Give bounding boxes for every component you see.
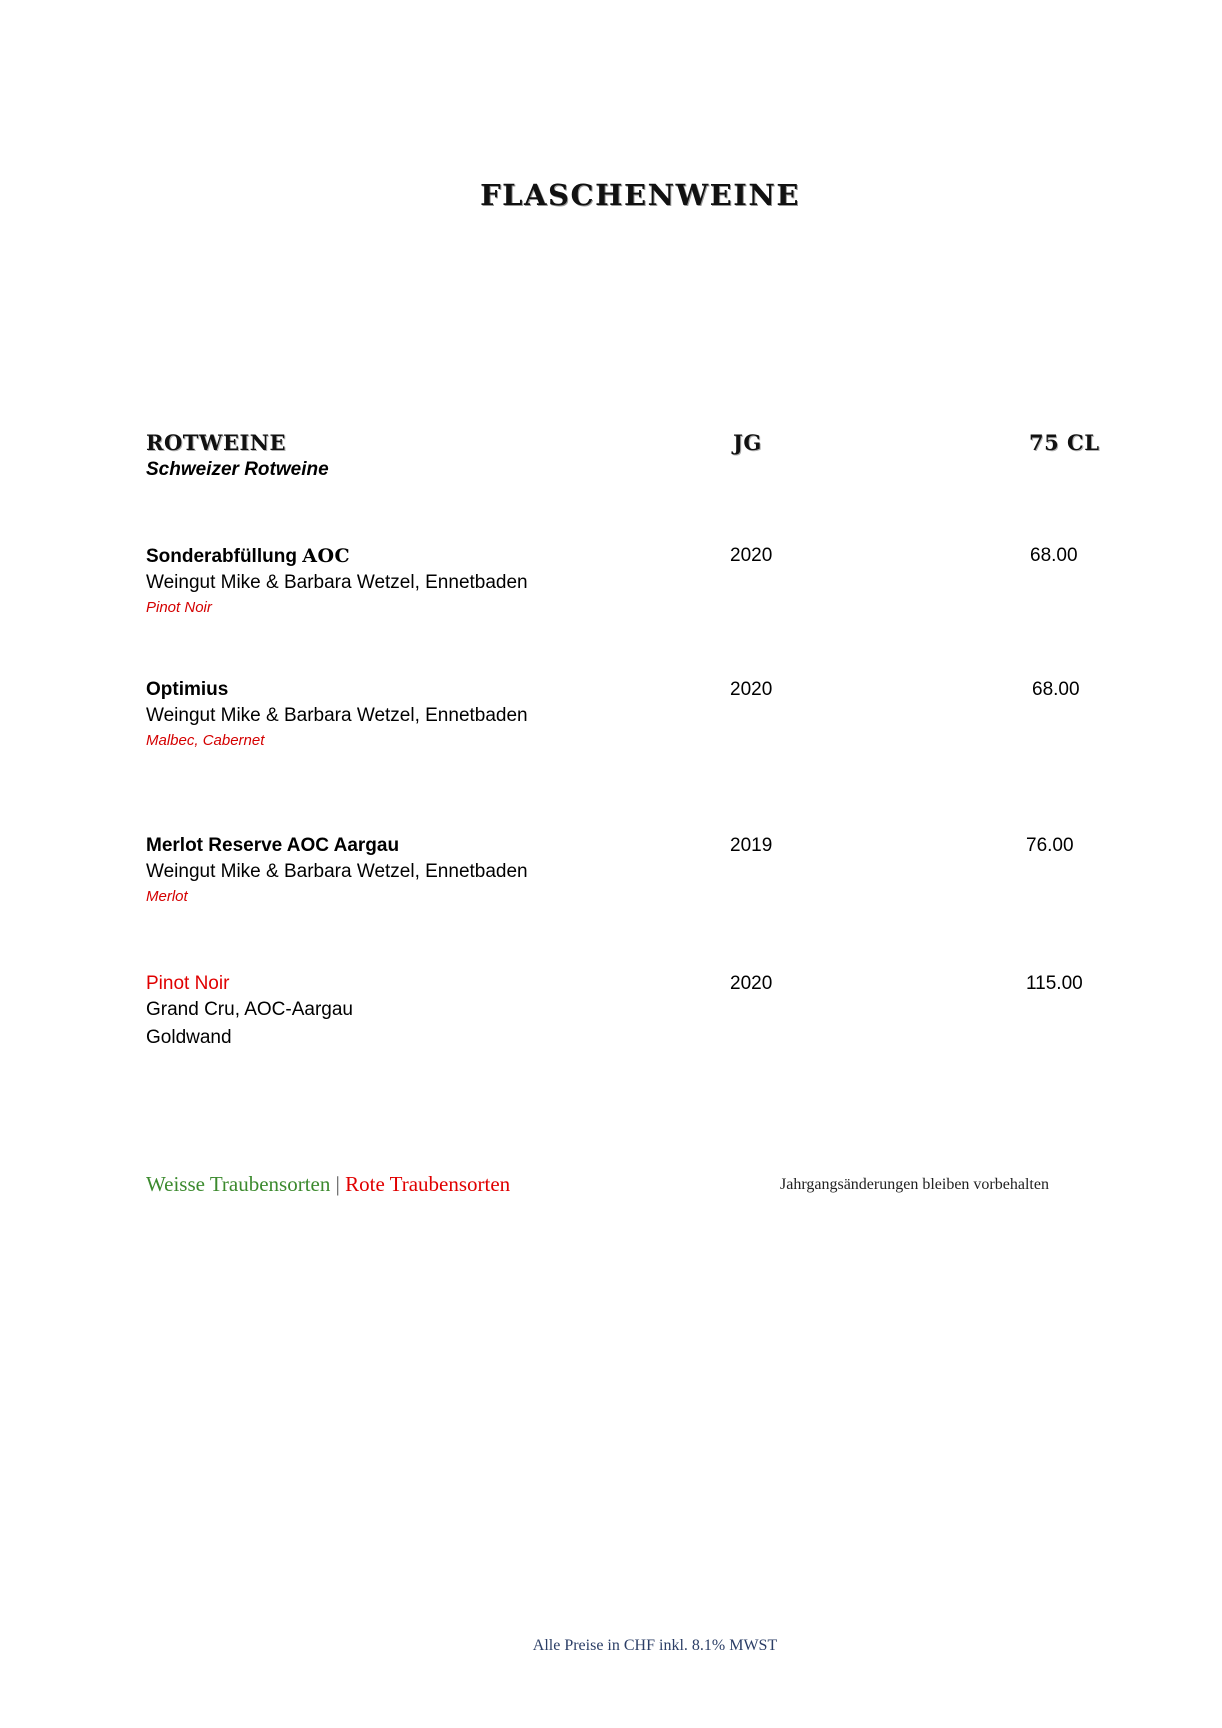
wine-detail: Grand Cru, AOC-Aargau bbox=[146, 999, 353, 1020]
vintage-disclaimer: Jahrgangsänderungen bleiben vorbehalten bbox=[780, 1176, 1049, 1193]
wine-entry bbox=[146, 972, 1126, 1052]
wine-grape: Pinot Noir bbox=[146, 599, 212, 616]
wine-winery: Weingut Mike & Barbara Wetzel, Ennetbaden bbox=[146, 705, 528, 726]
section-subtitle: Schweizer Rotweine bbox=[146, 459, 329, 480]
page-title: FLASCHENWEINE bbox=[480, 178, 800, 212]
wine-name: Merlot Reserve AOC Aargau bbox=[146, 835, 400, 856]
wine-entry bbox=[146, 678, 1126, 752]
wine-name: Pinot Noir bbox=[146, 973, 230, 994]
vintage-column-heading: JG bbox=[733, 430, 762, 455]
legend-separator: | bbox=[335, 1172, 340, 1196]
wine-entry bbox=[146, 834, 1126, 908]
wine-price: 115.00 bbox=[1026, 973, 1083, 994]
wine-grape: Merlot bbox=[146, 888, 188, 905]
wine-name bbox=[146, 544, 1126, 569]
wine-name: Optimius bbox=[146, 679, 229, 700]
wine-price: 76.00 bbox=[1026, 835, 1074, 856]
wine-winery: Weingut Mike & Barbara Wetzel, Ennetbaden bbox=[146, 572, 528, 593]
wine-vintage: 2020 bbox=[730, 679, 773, 700]
wine-name-text: Sonderabfüllung bbox=[146, 546, 297, 567]
wine-winery: Weingut Mike & Barbara Wetzel, Ennetbaden bbox=[146, 861, 528, 882]
legend-red-grapes: Rote Traubensorten bbox=[345, 1172, 511, 1196]
wine-name-suffix: AOC bbox=[302, 545, 351, 567]
wine-entry bbox=[146, 544, 1126, 619]
wine-detail: Goldwand bbox=[146, 1027, 232, 1048]
wine-vintage: 2020 bbox=[730, 973, 773, 994]
legend-white-grapes: Weisse Traubensorten bbox=[146, 1172, 331, 1196]
wine-vintage: 2020 bbox=[730, 545, 773, 566]
section-heading: ROTWEINE bbox=[146, 430, 286, 455]
wine-grape: Malbec, Cabernet bbox=[146, 732, 265, 749]
wine-price: 68.00 bbox=[1032, 679, 1080, 700]
wine-vintage: 2019 bbox=[730, 835, 773, 856]
volume-column-heading: 75 CL bbox=[1029, 430, 1100, 455]
wine-price: 68.00 bbox=[1030, 545, 1078, 566]
price-footer: Alle Preise in CHF inkl. 8.1% MWST bbox=[532, 1637, 778, 1654]
grape-color-legend bbox=[146, 1172, 510, 1197]
